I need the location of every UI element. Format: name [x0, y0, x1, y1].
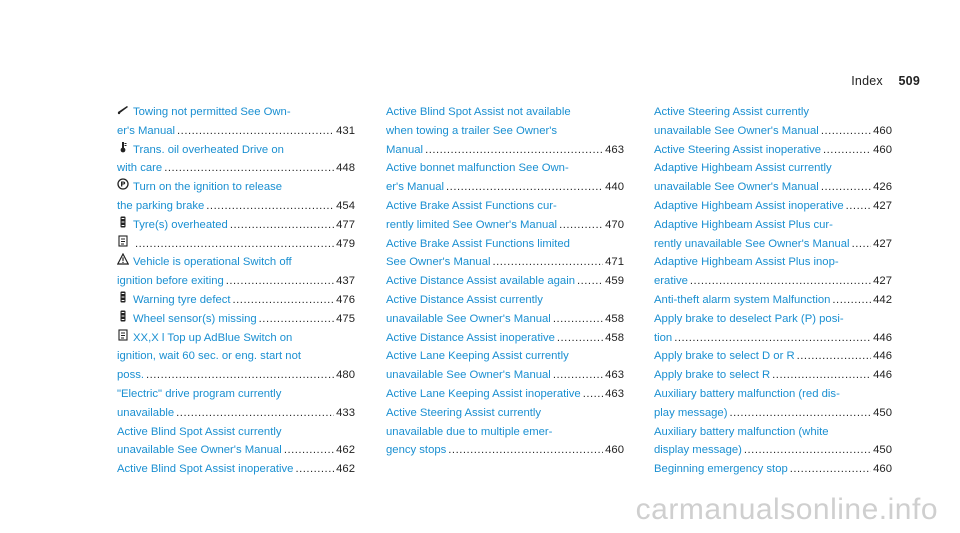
index-entry-line: [654, 385, 892, 404]
index-entry-text[interactable]: Beginning emergency stop: [654, 463, 788, 476]
dot-leader: [176, 404, 334, 423]
index-entry-text[interactable]: Anti-theft alarm system Malfunction: [654, 293, 831, 306]
index-entry-text[interactable]: the parking brake: [117, 199, 205, 212]
dot-leader: [446, 178, 603, 197]
index-entry-line: [654, 197, 892, 216]
index-entry-text[interactable]: Active Steering Assist currently: [386, 406, 542, 419]
page-reference: 448: [336, 162, 355, 175]
dot-leader: [557, 329, 603, 348]
index-entry-text[interactable]: poss.: [117, 369, 145, 382]
index-entry-text[interactable]: Active Brake Assist Functions cur-: [386, 199, 557, 212]
index-entry: [654, 347, 892, 366]
page-reference: 471: [605, 256, 624, 269]
index-entry-text[interactable]: er's Manual: [386, 181, 445, 194]
index-entry-text[interactable]: Adaptive Highbeam Assist inoperative: [654, 199, 844, 212]
adblue-icon: [117, 235, 129, 247]
page-reference: 462: [336, 444, 355, 457]
index-entry: [654, 103, 892, 141]
dot-leader: [164, 159, 334, 178]
index-entry-text[interactable]: Tyre(s) overheated: [133, 218, 228, 231]
dot-leader: [729, 404, 871, 423]
page-reference: 431: [336, 124, 355, 137]
index-entry: [654, 385, 892, 423]
page-number: 509: [898, 74, 920, 88]
transmission-temp-icon: [117, 141, 129, 153]
index-entry: [654, 291, 892, 310]
index-entry-line: [386, 178, 624, 197]
index-entry-line: [386, 366, 624, 385]
index-entry-text[interactable]: Active Blind Spot Assist inoperative: [117, 463, 294, 476]
page-reference: 476: [336, 293, 355, 306]
index-entry: [117, 141, 355, 179]
page-reference: 437: [336, 275, 355, 288]
index-entry-line: [117, 216, 355, 235]
index-entry: [386, 404, 624, 460]
index-entry: [117, 178, 355, 216]
index-entry: [654, 197, 892, 216]
index-entry-line: [117, 122, 355, 141]
index-entry-line: [386, 347, 624, 366]
page-reference: 426: [873, 181, 892, 194]
warning-triangle-icon: [117, 253, 129, 265]
index-entry-line: [386, 291, 624, 310]
index-entry-text[interactable]: XX,X l Top up AdBlue Switch on: [133, 331, 293, 344]
dot-leader: [226, 272, 334, 291]
index-entry: [117, 329, 355, 385]
dot-leader: [744, 441, 871, 460]
dot-leader: [295, 460, 334, 479]
index-entry-line: [654, 423, 892, 442]
page-reference: 454: [336, 199, 355, 212]
index-entry-line: [386, 159, 624, 178]
dot-leader: [823, 141, 871, 160]
adblue-icon: [117, 329, 129, 341]
index-entry-line: [386, 329, 624, 348]
index-entry-line: [654, 329, 892, 348]
index-entry: [117, 216, 355, 235]
index-entry: [654, 366, 892, 385]
index-entry-line: [654, 347, 892, 366]
index-entry: [654, 141, 892, 160]
index-entry-text[interactable]: Active Brake Assist Functions limited: [386, 237, 570, 250]
index-entry-text[interactable]: Apply brake to deselect Park (P) posi-: [654, 312, 844, 325]
page-reference: 463: [605, 143, 624, 156]
index-entry-text[interactable]: Active Distance Assist inoperative: [386, 331, 555, 344]
index-entry: [117, 310, 355, 329]
index-entry-line: [654, 216, 892, 235]
index-entry-line: [117, 329, 355, 348]
index-entry-text[interactable]: rently limited See Owner's Manual: [386, 218, 558, 231]
dot-leader: [259, 310, 334, 329]
dot-leader: [832, 291, 871, 310]
index-entry: [386, 103, 624, 159]
page-reference: 446: [873, 369, 892, 382]
parking-brake-icon: [117, 178, 129, 190]
index-entry-text[interactable]: Active bonnet malfunction See Own-: [386, 162, 569, 175]
index-entry-text[interactable]: when towing a trailer See Owner's: [386, 124, 558, 137]
dot-leader: [177, 122, 334, 141]
page-reference: 460: [873, 463, 892, 476]
dot-leader: [821, 122, 871, 141]
index-entry-line: [654, 122, 892, 141]
index-entry-text[interactable]: with care: [117, 162, 163, 175]
index-entry-text[interactable]: Active Steering Assist currently: [654, 106, 810, 118]
index-entry-text[interactable]: unavailable due to multiple emer-: [386, 425, 553, 438]
index-entry-line: [386, 216, 624, 235]
page-header: [851, 74, 920, 88]
index-entry: [117, 253, 355, 291]
index-entry: [386, 329, 624, 348]
index-entry-text[interactable]: Active Distance Assist available again: [386, 275, 576, 288]
index-entry-text[interactable]: tion: [654, 331, 673, 344]
dot-leader: [797, 347, 871, 366]
index-entry-line: [117, 253, 355, 272]
index-entry-text[interactable]: Apply brake to select D or R: [654, 350, 795, 363]
page-reference: 440: [605, 181, 624, 194]
dot-leader: [233, 291, 335, 310]
index-entry-text[interactable]: Active Distance Assist currently: [386, 293, 543, 306]
index-entry-text[interactable]: er's Manual: [117, 124, 176, 137]
index-entry-text[interactable]: See Owner's Manual: [386, 256, 491, 269]
index-entry-text[interactable]: Adaptive Highbeam Assist Plus cur-: [654, 218, 833, 231]
index-entry: [117, 423, 355, 461]
dot-leader: [559, 216, 603, 235]
dot-leader: [674, 329, 871, 348]
page-reference: 446: [873, 331, 892, 344]
page-reference: 479: [336, 237, 355, 250]
index-entry-line: [654, 441, 892, 460]
page-reference: 480: [336, 369, 355, 382]
index-entry: [654, 460, 892, 479]
page-reference: 470: [605, 218, 624, 231]
index-entry-line: [386, 103, 624, 122]
header-title: Index: [851, 74, 883, 88]
index-entry-line: [117, 103, 355, 122]
index-entry-line: [117, 366, 355, 385]
index-entry-text[interactable]: rently unavailable See Owner's Manual: [654, 237, 850, 250]
index-entry-text[interactable]: Wheel sensor(s) missing: [133, 312, 257, 325]
index-entry-text[interactable]: Manual: [386, 143, 424, 156]
dot-leader: [852, 235, 872, 254]
index-entry-line: [386, 253, 624, 272]
index-entry-text[interactable]: Active Blind Spot Assist currently: [117, 425, 282, 438]
tyre-icon: [117, 216, 129, 228]
page-reference: 462: [336, 463, 355, 476]
index-entry-line: [117, 159, 355, 178]
index-entry-line: [117, 141, 355, 160]
index-entry-line: [654, 460, 892, 479]
dot-leader: [821, 178, 871, 197]
index-entry-text[interactable]: Active Lane Keeping Assist inoperative: [386, 387, 581, 400]
page-reference: 459: [605, 275, 624, 288]
index-entry-text[interactable]: play message): [654, 406, 728, 419]
index-entry: [386, 347, 624, 385]
index-entry-line: [654, 235, 892, 254]
index-entry-line: [386, 310, 624, 329]
index-entry: [117, 235, 355, 254]
index-entry-text[interactable]: "Electric" drive program currently: [117, 387, 282, 400]
index-entry-text[interactable]: Towing not permitted See Own-: [133, 106, 291, 118]
index-entry-text[interactable]: Adaptive Highbeam Assist Plus inop-: [654, 256, 839, 269]
dot-leader: [284, 441, 334, 460]
index-entry: [117, 385, 355, 423]
index-column-3: [654, 103, 892, 479]
index-entry-line: [117, 385, 355, 404]
index-entry-text[interactable]: Warning tyre defect: [133, 293, 231, 306]
index-entry-text[interactable]: gency stops: [386, 444, 447, 457]
index-entry-line: [117, 460, 355, 479]
index-entry: [654, 216, 892, 254]
page-reference: 427: [873, 237, 892, 250]
index-entry: [654, 159, 892, 197]
dot-leader: [230, 216, 334, 235]
svg-text:P: P: [120, 180, 126, 189]
page-reference: 427: [873, 275, 892, 288]
index-entry-line: [654, 404, 892, 423]
index-entry-line: [654, 253, 892, 272]
dot-leader: [772, 366, 871, 385]
index-entry-line: [654, 310, 892, 329]
index-entry-text[interactable]: Turn on the ignition to release: [133, 181, 283, 194]
index-entry-line: [386, 385, 624, 404]
dot-leader: [846, 197, 871, 216]
tyre-icon: [117, 291, 129, 303]
index-entry-line: [386, 423, 624, 442]
watermark: carmanualsonline.info: [635, 493, 938, 526]
index-entry-line: [117, 235, 355, 254]
index-entry-line: [117, 310, 355, 329]
index-entry: [386, 385, 624, 404]
index-entry: [386, 235, 624, 273]
page-reference: 450: [873, 444, 892, 457]
page-reference: 427: [873, 199, 892, 212]
index-entry: [117, 291, 355, 310]
page-reference: 460: [873, 124, 892, 137]
index-entry-text[interactable]: ignition before exiting: [117, 275, 224, 288]
index-entry-line: [386, 404, 624, 423]
index-entry-text[interactable]: Adaptive Highbeam Assist currently: [654, 162, 832, 175]
index-entry-text[interactable]: unavailable See Owner's Manual: [654, 124, 819, 137]
dot-leader: [448, 441, 603, 460]
index-entry: [654, 310, 892, 348]
index-entry: [654, 253, 892, 291]
dot-leader: [135, 235, 334, 254]
index-entry-text[interactable]: unavailable See Owner's Manual: [117, 444, 282, 457]
index-entry: [117, 460, 355, 479]
tyre-icon: [117, 310, 129, 322]
index-entry-line: [117, 347, 355, 366]
index-entry-line: [386, 122, 624, 141]
index-entry-text[interactable]: unavailable See Owner's Manual: [386, 312, 551, 325]
index-entry: [386, 272, 624, 291]
page-reference: 463: [605, 387, 624, 400]
index-column-1: [117, 103, 355, 479]
index-entry-text[interactable]: display message): [654, 444, 742, 457]
index-entry: [386, 197, 624, 235]
index-entry: [386, 159, 624, 197]
index-entry-text[interactable]: erative: [654, 275, 688, 288]
index-entry-text[interactable]: Active Steering Assist inoperative: [654, 143, 822, 156]
dot-leader: [553, 310, 603, 329]
index-entry-line: [117, 423, 355, 442]
index-entry-line: [117, 178, 355, 197]
index-entry-text[interactable]: Auxiliary battery malfunction (red dis-: [654, 387, 840, 400]
index-entry-line: [386, 197, 624, 216]
index-entry-text[interactable]: unavailable: [117, 406, 175, 419]
dot-leader: [790, 460, 871, 479]
index-entry-line: [386, 141, 624, 160]
index-column-2: [386, 103, 624, 460]
index-entry: [386, 291, 624, 329]
dot-leader: [493, 253, 604, 272]
page-reference: 446: [873, 350, 892, 363]
dot-leader: [577, 272, 603, 291]
index-entry-line: [117, 441, 355, 460]
page-reference: 442: [873, 293, 892, 306]
page-reference: 463: [605, 369, 624, 382]
index-entry-line: [386, 272, 624, 291]
index-entry-text[interactable]: Trans. oil overheated Drive on: [133, 143, 284, 156]
index-entry-line: [117, 272, 355, 291]
index-entry-line: [386, 441, 624, 460]
dot-leader: [553, 366, 603, 385]
index-entry-text[interactable]: ignition, wait 60 sec. or eng. start not: [117, 350, 301, 363]
page-reference: 433: [336, 406, 355, 419]
page-reference: 458: [605, 331, 624, 344]
towing-icon: [117, 103, 129, 115]
index-entry-line: [117, 291, 355, 310]
index-entry-text[interactable]: Active Blind Spot Assist not available: [386, 106, 571, 118]
index-entry: [117, 103, 355, 141]
index-entry-line: [117, 404, 355, 423]
index-entry-line: [654, 159, 892, 178]
index-entry-text[interactable]: Auxiliary battery malfunction (white: [654, 425, 829, 438]
page-reference: 477: [336, 218, 355, 231]
index-entry-text[interactable]: Active Lane Keeping Assist currently: [386, 350, 569, 363]
page-reference: 460: [605, 444, 624, 457]
index-entry-line: [386, 235, 624, 254]
index-entry-line: [117, 197, 355, 216]
index-entry-line: [654, 178, 892, 197]
page-reference: 460: [873, 143, 892, 156]
index-entry-text[interactable]: Apply brake to select R: [654, 369, 771, 382]
index-entry-line: [654, 272, 892, 291]
page-reference: 475: [336, 312, 355, 325]
dot-leader: [690, 272, 871, 291]
index-entry-line: [654, 366, 892, 385]
dot-leader: [425, 141, 603, 160]
page-reference: 458: [605, 312, 624, 325]
index-entry-line: [654, 103, 892, 122]
index-entry-text[interactable]: Vehicle is operational Switch off: [133, 256, 292, 269]
index-entry-line: [654, 291, 892, 310]
dot-leader: [583, 385, 603, 404]
index-entry-line: [654, 141, 892, 160]
index-entry-text[interactable]: unavailable See Owner's Manual: [654, 181, 819, 194]
page-reference: 450: [873, 406, 892, 419]
index-entry-text[interactable]: unavailable See Owner's Manual: [386, 369, 551, 382]
index-entry: [654, 423, 892, 461]
dot-leader: [206, 197, 334, 216]
dot-leader: [146, 366, 334, 385]
